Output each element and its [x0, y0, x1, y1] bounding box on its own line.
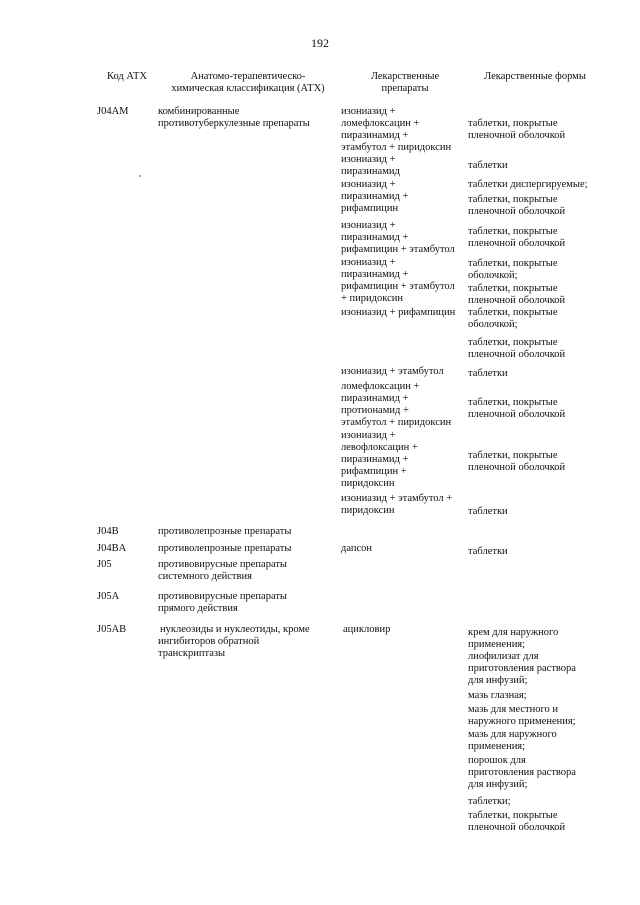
form-line: таблетки, покрытые	[468, 258, 558, 269]
form-line: таблетки, покрытые	[468, 194, 558, 205]
drug-line: изониазид +	[341, 179, 396, 190]
drug-line: изониазид + рифампицин	[341, 307, 456, 318]
class-j05-line2: системного действия	[158, 571, 252, 582]
header-code: Код АТХ	[106, 71, 148, 82]
class-j05-line1: противовирусные препараты	[158, 559, 287, 570]
drug-line: изониазид +	[341, 220, 396, 231]
form-line: пленочной оболочкой	[468, 295, 566, 306]
code-j05a: J05A	[97, 591, 120, 602]
drug-line: ломефлоксацин +	[341, 381, 420, 392]
header-drugs-line1: Лекарственные	[370, 71, 440, 82]
form-line: пленочной оболочкой	[468, 409, 566, 420]
form-line: таблетки, покрытые	[468, 450, 558, 461]
form-line: оболочкой;	[468, 270, 518, 281]
form-line: мазь глазная;	[468, 690, 527, 701]
header-atc-line2: химическая классификация (АТХ)	[171, 83, 325, 94]
form-line: таблетки диспергируемые;	[468, 179, 588, 190]
drug-j05ab: ацикловир	[343, 624, 391, 635]
drug-line: левофлоксацин +	[341, 442, 418, 453]
form-line: таблетки, покрытые	[468, 337, 558, 348]
code-j05: J05	[97, 559, 112, 570]
form-line: мазь для местного и	[468, 704, 559, 715]
drug-line: пиразинамид +	[341, 269, 409, 280]
drug-line: рифампицин + этамбутол	[341, 281, 455, 292]
form-line: пленочной оболочкой	[468, 238, 566, 249]
page-number: 192	[311, 36, 329, 50]
class-j05a-line1: противовирусные препараты	[158, 591, 287, 602]
form-line: таблетки;	[468, 796, 511, 807]
drug-line: + пиридоксин	[341, 293, 403, 304]
class-j04b: противолепрозные препараты	[158, 526, 292, 537]
form-line: порошок для	[468, 755, 526, 766]
form-line: пленочной оболочкой	[468, 349, 566, 360]
form-line: пленочной оболочкой	[468, 206, 566, 217]
drug-line: изониазид +	[341, 154, 396, 165]
form-line: для инфузий;	[468, 675, 528, 686]
drug-line: этамбутол + пиридоксин	[341, 417, 452, 428]
drug-line: пиразинамид +	[341, 454, 409, 465]
drug-line: рифампицин	[341, 203, 399, 214]
form-line: лиофилизат для	[468, 651, 539, 662]
drug-line: пиразинамид	[341, 166, 400, 177]
drug-line: изониазид +	[341, 106, 396, 117]
drug-j04ba: дапсон	[341, 543, 373, 554]
code-j05ab: J05AB	[97, 624, 127, 635]
class-j04am-line2: противотуберкулезные препараты	[158, 118, 310, 129]
code-j04ba: J04BA	[97, 543, 127, 554]
class-j05a-line2: прямого действия	[158, 603, 238, 614]
form-line: оболочкой;	[468, 319, 518, 330]
class-j05ab-line1: нуклеозиды и нуклеотиды, кроме	[160, 624, 310, 635]
class-j04am-line1: комбинированные	[158, 106, 240, 117]
drug-line: пиридоксин	[341, 478, 395, 489]
drug-line: изониазид + этамбутол	[341, 366, 444, 377]
drug-line: изониазид +	[341, 257, 396, 268]
class-j05ab-line2: ингибиторов обратной	[158, 636, 260, 647]
form-line: таблетки	[468, 368, 508, 379]
form-line: применения;	[468, 741, 526, 752]
form-line: таблетки, покрытые	[468, 226, 558, 237]
form-line: приготовления раствора	[468, 663, 576, 674]
drug-line: пиридоксин	[341, 505, 395, 516]
drug-line: изониазид + этамбутол +	[341, 493, 453, 504]
drug-line: рифампицин + этамбутол	[341, 244, 455, 255]
header-atc-line1: Анатомо-терапевтическо-	[190, 71, 306, 82]
form-line: таблетки, покрытые	[468, 810, 558, 821]
form-line: пленочной оболочкой	[468, 462, 566, 473]
drug-line: пиразинамид +	[341, 393, 409, 404]
form-line: таблетки, покрытые	[468, 307, 558, 318]
code-j04am: J04AM	[97, 106, 129, 117]
header-forms: Лекарственные формы	[484, 71, 586, 82]
code-j04b: J04B	[97, 526, 119, 537]
form-line: крем для наружного	[468, 627, 559, 638]
form-line: таблетки, покрытые	[468, 283, 558, 294]
drug-line: изониазид +	[341, 430, 396, 441]
class-j04ba: противолепрозные препараты	[158, 543, 292, 554]
drug-line: этамбутол + пиридоксин	[341, 142, 452, 153]
drug-line: рифампицин +	[341, 466, 407, 477]
form-line: для инфузий;	[468, 779, 528, 790]
form-line: приготовления раствора	[468, 767, 576, 778]
form-line: мазь для наружного	[468, 729, 557, 740]
form-line: применения;	[468, 639, 526, 650]
form-line: таблетки	[468, 160, 508, 171]
drug-line: пиразинамид +	[341, 232, 409, 243]
form-line: таблетки	[468, 506, 508, 517]
drug-line: протионамид +	[341, 405, 409, 416]
drug-line: ломефлоксацин +	[341, 118, 420, 129]
form-j04ba: таблетки	[468, 546, 508, 557]
drug-line: пиразинамид +	[341, 130, 409, 141]
form-line: пленочной оболочкой	[468, 822, 566, 833]
form-line: таблетки, покрытые	[468, 397, 558, 408]
scan-speck	[139, 175, 141, 177]
form-line: пленочной оболочкой	[468, 130, 566, 141]
form-line: таблетки, покрытые	[468, 118, 558, 129]
drug-line: пиразинамид +	[341, 191, 409, 202]
class-j05ab-line3: транскриптазы	[158, 648, 226, 659]
header-drugs-line2: препараты	[381, 83, 429, 94]
form-line: наружного применения;	[468, 716, 576, 727]
